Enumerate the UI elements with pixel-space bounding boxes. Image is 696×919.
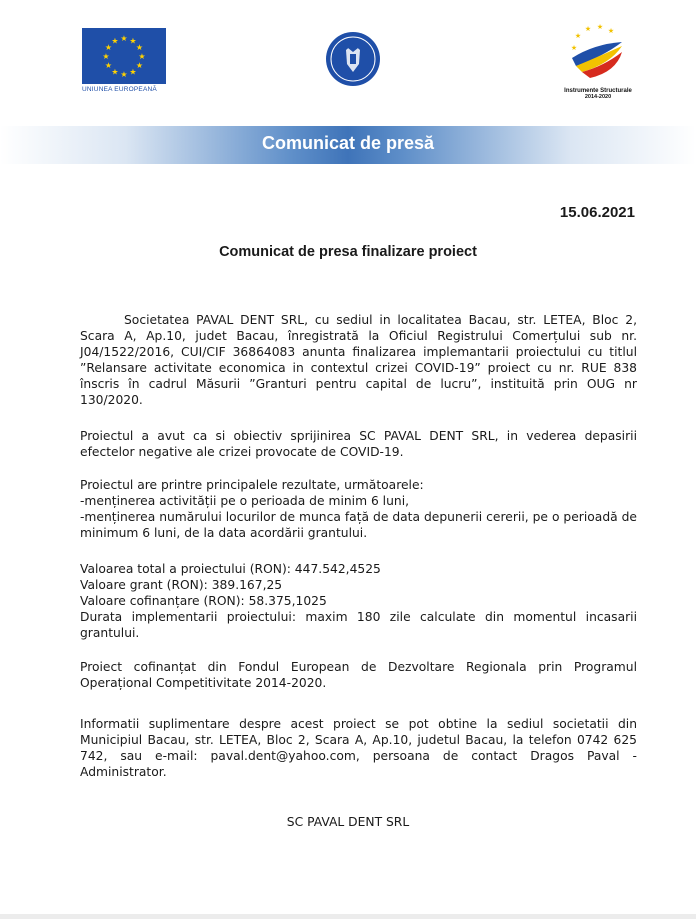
svg-text:★: ★: [584, 25, 592, 33]
svg-text:★: ★: [102, 52, 110, 61]
svg-text:★: ★: [570, 44, 578, 52]
svg-text:★: ★: [111, 36, 119, 46]
paragraph-cofinance-source: Proiect cofinanțat din Fondul European de Dezvoltare Regionala prin Programul Operațional Competitivitate 2014-2020.: [80, 660, 637, 690]
structural-instruments-icon: [564, 22, 628, 86]
document-date: 15.06.2021: [559, 204, 635, 221]
value-cofinance: Valoare cofinanțare (RON): 58.375,1025: [80, 594, 327, 608]
svg-text:★: ★: [138, 52, 146, 61]
svg-text:★: ★: [104, 61, 113, 70]
government-seal-icon: [324, 30, 382, 88]
document-title: Comunicat de presa finalizare proiect: [219, 244, 477, 260]
banner-title: Comunicat de presă: [261, 133, 435, 153]
value-total: Valoarea total a proiectului (RON): 447.542,4525: [80, 562, 381, 576]
paragraph-objective: Proiectul a avut ca si obiectiv sprijinirea SC PAVAL DENT SRL, in vederea depasirii efectelor negative ale crizei provocate de COVID-19.: [80, 429, 637, 459]
header-logos: [0, 0, 696, 120]
svg-text:★: ★: [129, 36, 137, 46]
implementation-duration: Durata implementarii proiectului: maxim 180 zile calculate din momentul incasarii grantului.: [80, 610, 637, 640]
svg-text:★: ★: [120, 34, 128, 43]
eu-logo: [82, 28, 168, 93]
paragraph-results: [80, 477, 637, 541]
signature: SC PAVAL DENT SRL: [286, 815, 410, 829]
svg-text:★: ★: [104, 43, 113, 52]
results-intro: Proiectul are printre principalele rezultate, următoarele:: [80, 478, 424, 492]
structural-instruments-title: Instrumente Structurale: [564, 88, 632, 94]
structural-instruments-years: 2014-2020: [584, 94, 612, 100]
svg-text:★: ★: [135, 43, 144, 52]
paragraph-values: [80, 561, 637, 641]
page-bottom-edge: [0, 914, 696, 919]
paragraph-contact: Informatii suplimentare despre acest proiect se pot obtine la sediul societatii din Municipiul Bacau, str. LETEA, Bloc 2, Scara A, Ap.10, judetul Bacau, la telefon 0742 625 742, sau e-mail: paval.dent@yahoo.com, persoana de contact Dragos Paval - Administrator.: [80, 717, 637, 779]
structural-instruments-logo: [552, 22, 644, 100]
svg-text:★: ★: [135, 61, 144, 70]
results-item: -menținerea activității pe o perioada de minim 6 luni,: [80, 494, 410, 508]
results-item: -menținerea numărului locurilor de munca față de data depunerii cererii, pe o perioadă de minimum 6 luni, de la data acordării grantului.: [80, 510, 637, 540]
svg-text:★: ★: [120, 70, 128, 79]
svg-text:★: ★: [129, 67, 137, 77]
paragraph-intro: Societatea PAVAL DENT SRL, cu sediul in localitatea Bacau, str. LETEA, Bloc 2, Scara A, Ap.10, judet Bacau, înregistrată la Oficiul Registrului Comerțului sub nr. J04/1522/2016, CUI/CIF 36864083 anunta finalizarea implemantarii proiectului cu titlul ”Relansare activitate economica in contextul crizei COVID-19” proiect cu nr. RUE 838 înscris în cadrul Măsurii ”Granturi pentru capital de lucru”, instituită prin OUG nr 130/2020.: [80, 313, 637, 407]
press-release-banner: [0, 126, 696, 164]
eu-flag-icon: [82, 28, 166, 84]
value-grant: Valoare grant (RON): 389.167,25: [80, 578, 283, 592]
svg-text:★: ★: [111, 67, 119, 77]
svg-text:★: ★: [574, 32, 582, 40]
svg-text:★: ★: [607, 27, 615, 35]
svg-text:★: ★: [596, 23, 604, 31]
eu-caption: UNIUNEA EUROPEANĂ: [82, 86, 157, 93]
